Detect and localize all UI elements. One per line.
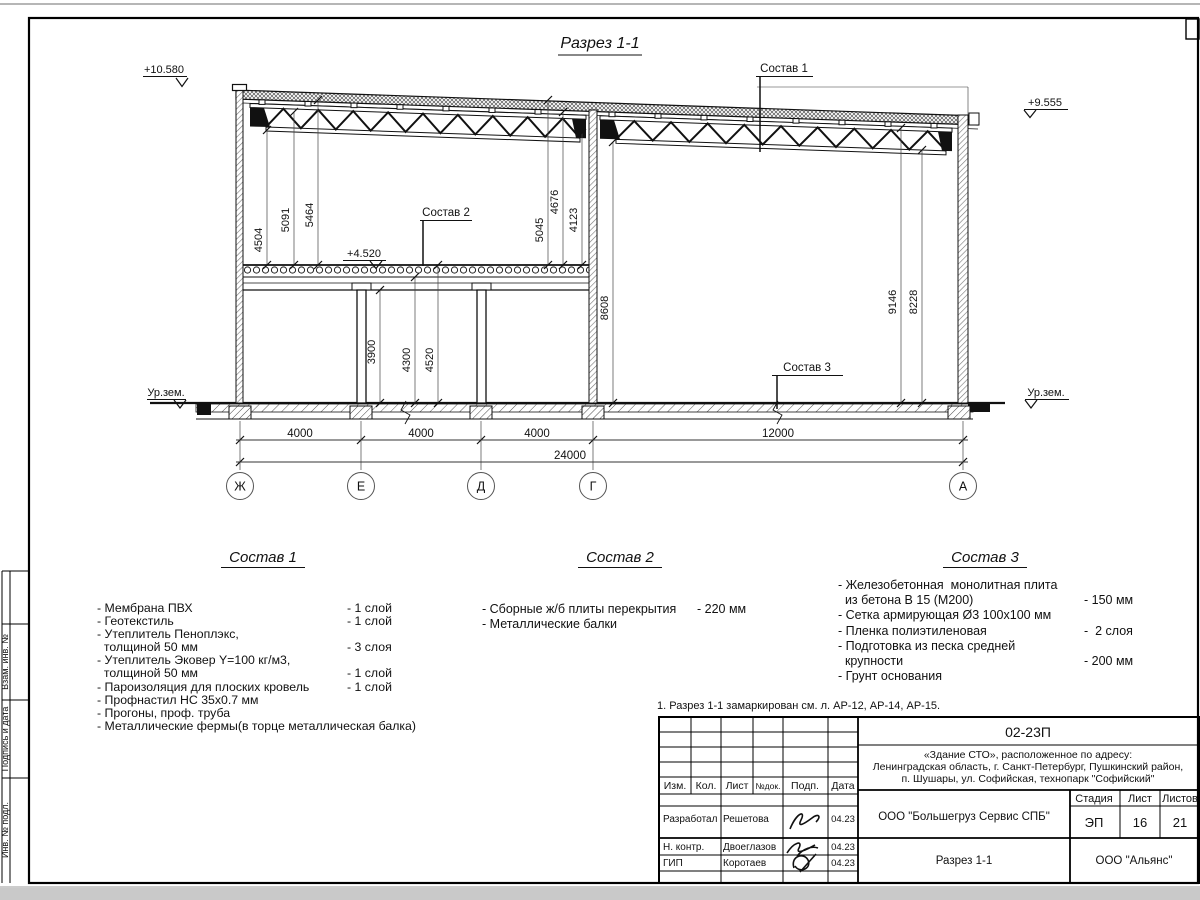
role-gip: ГИП bbox=[663, 858, 683, 869]
dim-8608: 8608 bbox=[599, 295, 611, 321]
col-data: Дата bbox=[831, 780, 855, 792]
composition-row: - Сборные ж/б плиты перекрытия - 220 мм bbox=[482, 602, 747, 616]
composition-2-heading bbox=[540, 549, 700, 567]
level-arrow-icon bbox=[1024, 110, 1036, 118]
composition-row: толщиной 50 мм - 1 слой bbox=[97, 666, 392, 681]
level-arrow-icon bbox=[1025, 400, 1037, 408]
signature-rows bbox=[663, 813, 855, 869]
level-arrow-icon bbox=[176, 78, 188, 87]
strip-label-vzam: Взам. инв. № bbox=[0, 634, 10, 690]
name-reshetova: Решетова bbox=[723, 814, 769, 825]
wall-right bbox=[958, 115, 968, 403]
composition-row: из бетона В 15 (М200) - 150 мм bbox=[838, 593, 1134, 608]
wall-left bbox=[236, 90, 243, 403]
col-izm: Изм. bbox=[663, 780, 687, 792]
wall-middle bbox=[589, 110, 597, 403]
stage-header bbox=[1075, 793, 1198, 805]
elev-4520: +4.520 bbox=[347, 248, 381, 260]
composition-2-title: Состав 2 bbox=[578, 549, 662, 568]
col-list: Лист bbox=[725, 780, 749, 792]
contractor-org: ООО "Большегруз Сервис СПБ" bbox=[878, 811, 1050, 823]
title-block bbox=[659, 717, 1199, 883]
dim-8228: 8228 bbox=[908, 289, 920, 315]
axis-a: А bbox=[958, 479, 968, 494]
sheet-label: Лист bbox=[1128, 793, 1152, 805]
composition-row: - Пленка полиэтиленовая - 2 слоя bbox=[838, 623, 1133, 638]
view-title: Разрез 1-1 bbox=[560, 35, 640, 52]
elev-10580: +10.580 bbox=[143, 64, 185, 76]
ground-level-left: Ур.зем. bbox=[147, 387, 185, 399]
date-3: 04.23 bbox=[831, 858, 855, 869]
stage-values bbox=[1085, 815, 1188, 830]
composition-row: толщиной 50 мм - 3 слоя bbox=[97, 640, 392, 655]
composition-3-list bbox=[838, 578, 1168, 684]
dim-4123: 4123 bbox=[568, 207, 580, 233]
composition-row: - Грунт основания bbox=[838, 669, 943, 684]
axis-zh: Ж bbox=[234, 479, 246, 494]
date-2: 04.23 bbox=[831, 842, 855, 853]
dim-12000: 12000 bbox=[762, 428, 794, 440]
composition-3-heading bbox=[905, 549, 1065, 567]
object-line-1: «Здание СТО», расположенное по адресу: bbox=[923, 749, 1133, 761]
callout-sostav-2: Состав 2 bbox=[422, 207, 470, 219]
dim-4000-3: 4000 bbox=[524, 428, 550, 440]
strip-label-inv: Инв. № подл. bbox=[0, 801, 10, 859]
composition-row: - Металлические балки bbox=[482, 616, 617, 631]
composition-row: - Железобетонная монолитная плита bbox=[838, 578, 1058, 592]
project-code: 02-23П bbox=[1005, 724, 1051, 740]
drawing-name: Разрез 1-1 bbox=[935, 855, 993, 867]
vertical-dimensions bbox=[253, 190, 920, 372]
role-nkontr: Н. контр. bbox=[663, 842, 705, 853]
project-object bbox=[873, 749, 1183, 785]
composition-1-list bbox=[97, 602, 427, 733]
dim-24000: 24000 bbox=[554, 450, 586, 462]
composition-1-title: Состав 1 bbox=[221, 549, 305, 568]
stage-label: Стадия bbox=[1075, 793, 1113, 805]
composition-row: - Металлические фермы(в торце металлическая балка) bbox=[97, 718, 416, 733]
composition-row: - Геотекстиль - 1 слой bbox=[97, 614, 392, 629]
sheet-value: 16 bbox=[1132, 815, 1148, 830]
composition-1-heading bbox=[183, 549, 343, 567]
composition-row: - Прогоны, проф. труба bbox=[97, 705, 231, 720]
strip-label-podpis: Подпись и дата bbox=[0, 706, 10, 772]
dim-5464: 5464 bbox=[304, 202, 316, 228]
ground-level-right: Ур.зем. bbox=[1027, 387, 1065, 399]
dim-4676: 4676 bbox=[549, 189, 561, 215]
composition-row: - Мембрана ПВХ - 1 слой bbox=[97, 601, 392, 615]
col-kol: Кол. bbox=[695, 780, 717, 792]
sheets-value: 21 bbox=[1172, 815, 1188, 830]
composition-row: - Подготовка из песка средней bbox=[838, 638, 1016, 653]
axis-g: Г bbox=[589, 479, 597, 494]
composition-2-list bbox=[482, 602, 812, 631]
dim-4000-2: 4000 bbox=[408, 428, 434, 440]
revision-header bbox=[664, 780, 855, 792]
role-razrabotal: Разработал bbox=[663, 814, 718, 825]
name-dvoeglazov: Двоеглазов bbox=[723, 842, 777, 853]
axis-bubbles bbox=[227, 473, 977, 500]
design-company: ООО "Альянс" bbox=[1095, 855, 1173, 867]
horizontal-dimensions bbox=[287, 428, 794, 462]
dim-4000-1: 4000 bbox=[287, 428, 313, 440]
object-line-3: п. Шушары, ул. Софийская, технопарк "Софийский" bbox=[901, 773, 1155, 785]
dim-4504: 4504 bbox=[253, 227, 265, 253]
section-view bbox=[143, 35, 1069, 500]
axis-d: Д bbox=[476, 479, 486, 494]
date-1: 04.23 bbox=[831, 814, 855, 825]
dim-3900: 3900 bbox=[366, 339, 378, 365]
stage-value: ЭП bbox=[1084, 815, 1104, 830]
composition-row: - Пароизоляция для плоских кровель - 1 слой bbox=[97, 679, 392, 694]
name-korotaev: Коротаев bbox=[723, 858, 767, 869]
sheet-note: 1. Разрез 1-1 замаркирован см. л. АР-12, АР-14, АР-15. bbox=[657, 700, 941, 712]
dim-4300: 4300 bbox=[401, 347, 413, 373]
col-ndok: №док. bbox=[755, 781, 781, 791]
composition-row: крупности - 200 мм bbox=[838, 654, 1134, 669]
composition-row: - Сетка армирующая Ø3 100х100 мм bbox=[838, 608, 1052, 623]
signature-scribbles bbox=[787, 814, 819, 872]
elev-9555: +9.555 bbox=[1028, 97, 1062, 109]
callout-sostav-1: Состав 1 bbox=[760, 63, 808, 75]
sheets-label: Листов bbox=[1162, 793, 1198, 805]
col-podp: Подп. bbox=[791, 780, 819, 792]
composition-3-title: Состав 3 bbox=[943, 549, 1027, 568]
dim-4520: 4520 bbox=[424, 347, 436, 373]
callout-sostav-3: Состав 3 bbox=[783, 362, 831, 374]
object-line-2: Ленинградская область, г. Санкт-Петербург, Пушкинский район, bbox=[872, 761, 1184, 773]
axis-e: Е bbox=[356, 479, 366, 494]
dim-9146: 9146 bbox=[887, 289, 899, 315]
composition-row: - Утеплитель Пеноплэкс, bbox=[97, 627, 239, 642]
dim-5045: 5045 bbox=[534, 217, 546, 243]
composition-row: - Утеплитель Эковер Y=100 кг/м3, bbox=[97, 653, 291, 668]
composition-row: - Профнастил НС 35х0.7 мм bbox=[97, 692, 259, 707]
dim-5091: 5091 bbox=[280, 207, 292, 233]
